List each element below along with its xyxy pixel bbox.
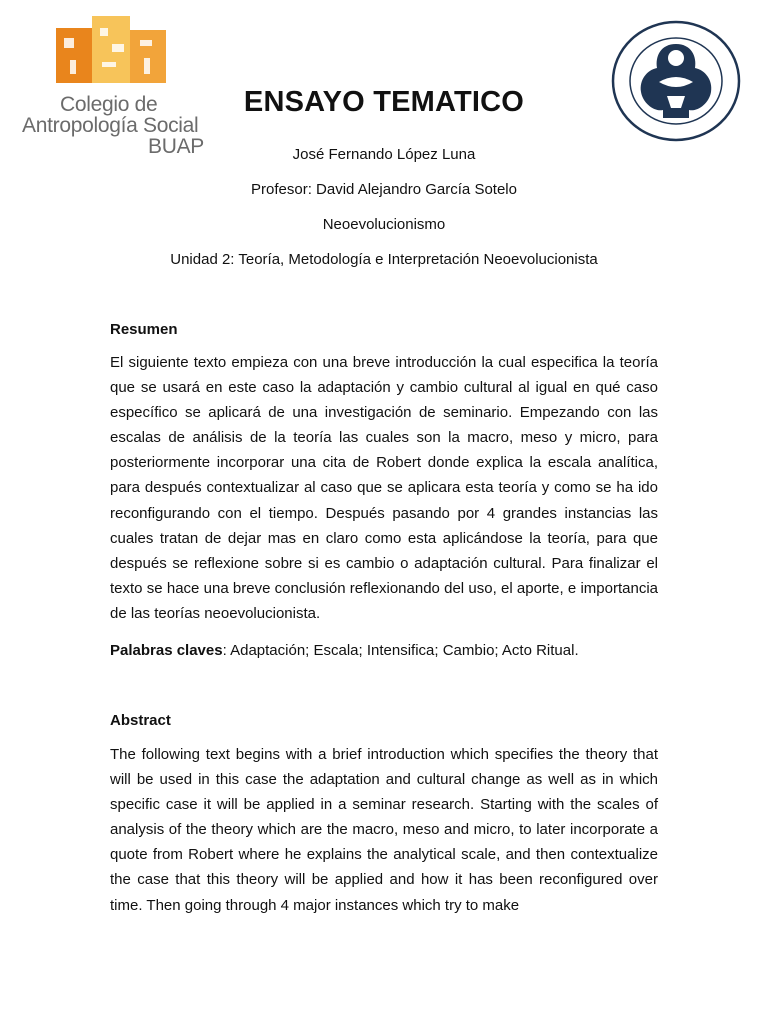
abstract-heading: Abstract — [110, 712, 171, 729]
colegio-logo-mark — [54, 14, 186, 84]
keywords-line — [110, 641, 658, 661]
abstract-body: The following text begins with a brief introduction which specifies the theory that will be used in this case the adaptation and cultural change as well as in which specific case it will be applied in a seminar research. Starting with the scales of analysis of the theory which are the macro, meso and micro, to later incorporate a quote from Robert where he explains the analytical scale, and then contextualize the case that this theory will be applied and how it has been reconfigured over time. Then going through 4 major instances which try to make — [110, 746, 658, 914]
professor-line: Profesor: David Alejandro García Sotelo — [251, 181, 517, 198]
logo-line-2: Antropología Social — [22, 114, 199, 137]
unit-line: Unidad 2: Teoría, Metodología e Interpretación Neoevolucionista — [170, 251, 598, 268]
keywords-label: Palabras claves — [110, 642, 223, 659]
colegio-logo — [20, 14, 210, 159]
keywords-list: : Adaptación; Escala; Intensifica; Cambio; Acto Ritual. — [222, 642, 579, 659]
logo-line-3: BUAP — [148, 135, 204, 158]
buap-seal — [611, 20, 741, 142]
logo-line-1: Colegio de — [60, 93, 158, 116]
author-name: José Fernando López Luna — [292, 146, 476, 163]
course-name: Neoevolucionismo — [322, 216, 446, 233]
resumen-heading: Resumen — [110, 321, 178, 338]
resumen-body: El siguiente texto empieza con una breve introducción la cual especifica la teoría que se usará en este caso la adaptación y cambio cultural al igual en qué caso específico se aplicará de una investigación de seminario. Empezando con las escalas de análisis de la teoría las cuales son la macro, meso y micro, para posteriormente incorporar una cita de Robert donde explica la escala analítica, para después contextualizar al caso que se aplicara esta teoría y como se ha ido reconfigurando con el tiempo. Después pasando por 4 grandes instancias las cuales tratan de dejar mas en claro como esta aplicándose la teoría, para que después se reflexione sobre si es cambio o adaptación cultural. Para finalizar el texto se hace una breve conclusión reflexionando del uso, el aporte, e importancia de las teorías neoevolucionista. — [110, 354, 658, 622]
document-title: ENSAYO TEMATICO — [243, 86, 525, 118]
buap-seal-icon — [611, 20, 741, 142]
